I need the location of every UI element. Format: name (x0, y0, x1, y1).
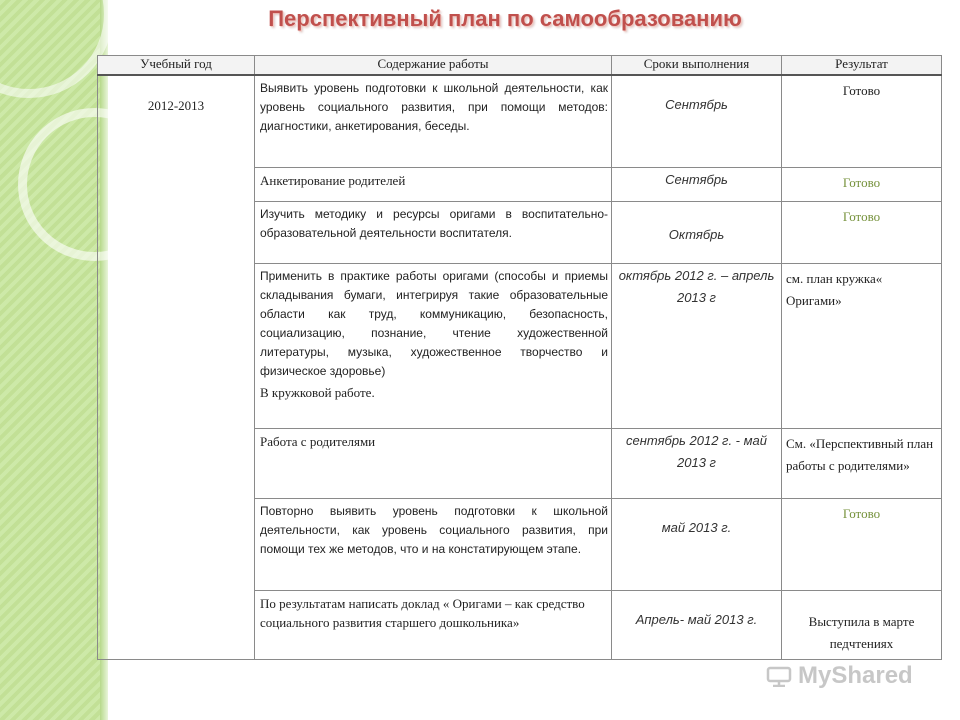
result-cell: Готово (782, 498, 942, 590)
content-cell (255, 263, 612, 428)
table-row (98, 75, 942, 167)
page-title: Перспективный план по самообразованию (268, 6, 742, 31)
result-cell: см. план кружка« Оригами» (782, 263, 942, 428)
term-cell: Апрель- май 2013 г. (612, 590, 782, 659)
content-cell: Работа с родителями (255, 428, 612, 498)
header-content: Содержание работы (255, 56, 612, 76)
term-cell: сентябрь 2012 г. - май 2013 г (612, 428, 782, 498)
header-year: Учебный год (98, 56, 255, 76)
result-cell: Готово (782, 167, 942, 201)
content-cell: Изучить методику и ресурсы оригами в воспитательно-образовательной деятельности воспитателя. (255, 201, 612, 263)
result-cell: Выступила в марте педчтениях (782, 590, 942, 659)
term-cell: октябрь 2012 г. – апрель 2013 г (612, 263, 782, 428)
term-cell: Октябрь (612, 201, 782, 263)
content-cell: Повторно выявить уровень подготовки к школьной деятельности, как уровень социального развития, при помощи тех же методов, что и на констатирующем этапе. (255, 498, 612, 590)
term-cell: май 2013 г. (612, 498, 782, 590)
watermark-text: MyShared (798, 662, 913, 689)
content-cell: Выявить уровень подготовки к школьной деятельности, как уровень социального развития, при помощи методов: диагностики, анкетирования, беседы. (255, 75, 612, 167)
year-cell: 2012-2013 (98, 75, 255, 659)
content-cell: Анкетирование родителей (255, 167, 612, 201)
result-cell: Готово (782, 201, 942, 263)
presentation-board-icon (766, 665, 792, 687)
header-term: Сроки выполнения (612, 56, 782, 76)
table-header-row (98, 56, 942, 76)
content-extra: В кружковой работе. (260, 384, 375, 400)
header-result: Результат (782, 56, 942, 76)
content-cell: По результатам написать доклад « Оригами – как средство социального развития старшего дошкольника» (255, 590, 612, 659)
result-cell: См. «Перспективный план работы с родителями» (782, 428, 942, 498)
watermark (766, 656, 936, 696)
term-cell: Сентябрь (612, 75, 782, 167)
content-text: Применить в практике работы оригами (способы и приемы складывания бумаги, интегрируя такие образовательные области как труд, коммуникацию, безопасность, социализацию, познание, чтение художественной литературы, музыка, художественное творчество и физическое здоровье) (260, 268, 608, 378)
term-cell: Сентябрь (612, 167, 782, 201)
plan-table (97, 55, 942, 660)
result-cell: Готово (782, 75, 942, 167)
